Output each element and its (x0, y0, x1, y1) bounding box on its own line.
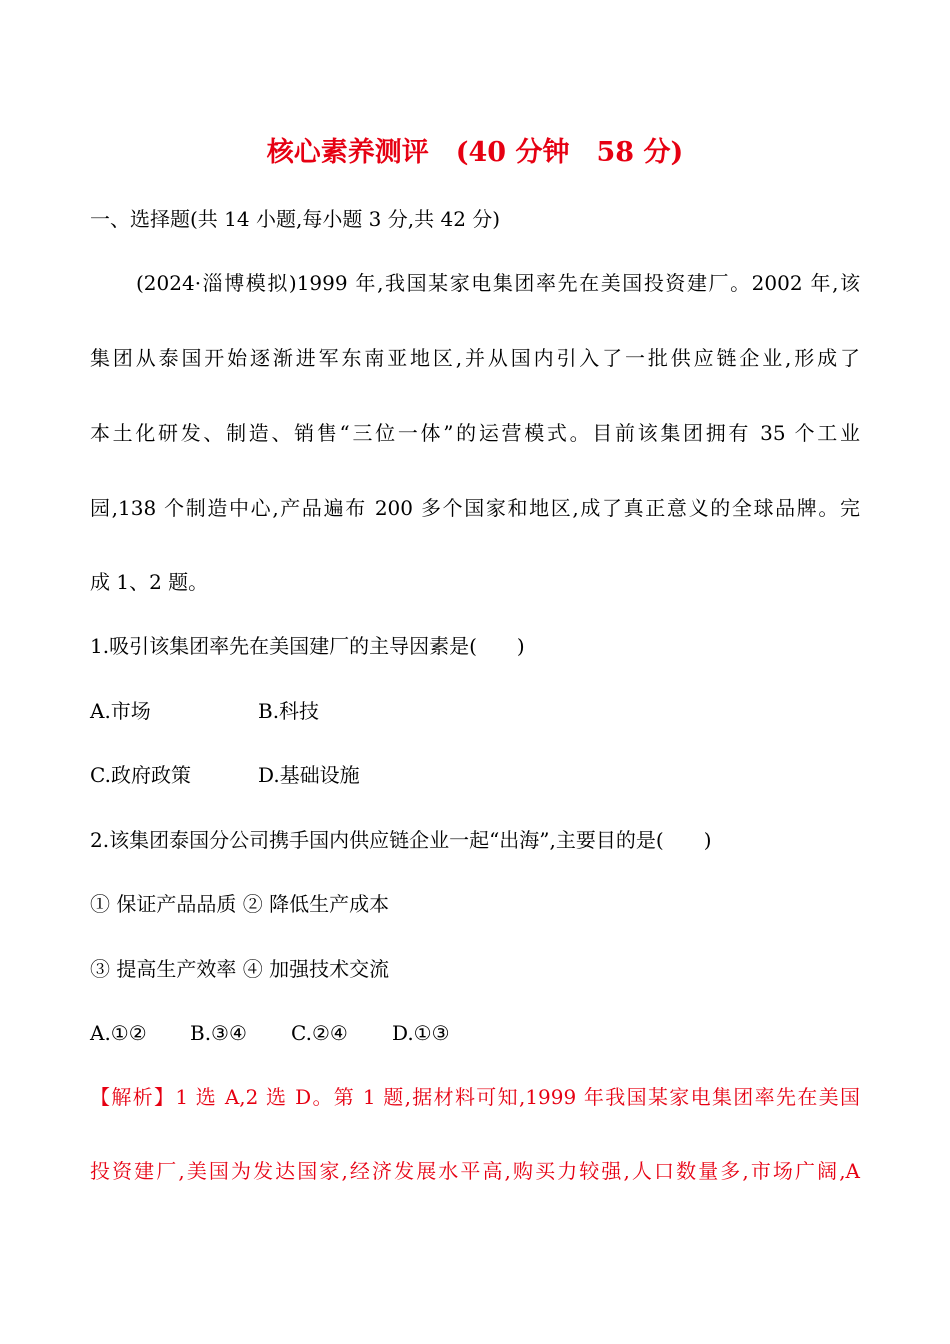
section-heading: 一、选择题(共 14 小题,每小题 3 分,共 42 分) (90, 207, 501, 231)
question-stem: 1.吸引该集团率先在美国建厂的主导因素是( ) (90, 634, 525, 658)
statement-line: ① 保证产品品质 ② 降低生产成本 (90, 892, 390, 916)
page-title: 核心素养测评 (40 分钟 58 分) (266, 137, 684, 168)
option-c: C.②④ (291, 1021, 348, 1045)
question-stem: 2.该集团泰国分公司携手国内供应链企业一起“出海”,主要目的是( ) (90, 828, 712, 852)
option-a: A.①② (90, 1021, 147, 1045)
passage-line: 集团从泰国开始逐渐进军东南亚地区,并从国内引入了一批供应链企业,形成了 (90, 346, 860, 370)
analysis-line: 投资建厂,美国为发达国家,经济发展水平高,购买力较强,人口数量多,市场广阔,A (90, 1159, 860, 1183)
statement-line: ③ 提高生产效率 ④ 加强技术交流 (90, 957, 390, 981)
option-d: D.基础设施 (258, 763, 360, 787)
option-c: C.政府政策 (90, 763, 191, 787)
option-d: D.①③ (392, 1021, 450, 1045)
passage-line: (2024·淄博模拟)1999 年,我国某家电集团率先在美国投资建厂。2002 年,该 (136, 271, 860, 295)
option-b: B.③④ (190, 1021, 247, 1045)
passage-line: 园,138 个制造中心,产品遍布 200 多个国家和地区,成了真正意义的全球品牌。完 (90, 496, 860, 520)
analysis-line: 【解析】1 选 A,2 选 D。第 1 题,据材料可知,1999 年我国某家电集团率先在美国 (90, 1085, 860, 1109)
passage-line: 成 1、2 题。 (90, 570, 209, 594)
passage-line: 本土化研发、制造、销售“三位一体”的运营模式。目前该集团拥有 35 个工业 (90, 421, 860, 445)
option-b: B.科技 (258, 699, 320, 723)
option-a: A.市场 (90, 699, 151, 723)
